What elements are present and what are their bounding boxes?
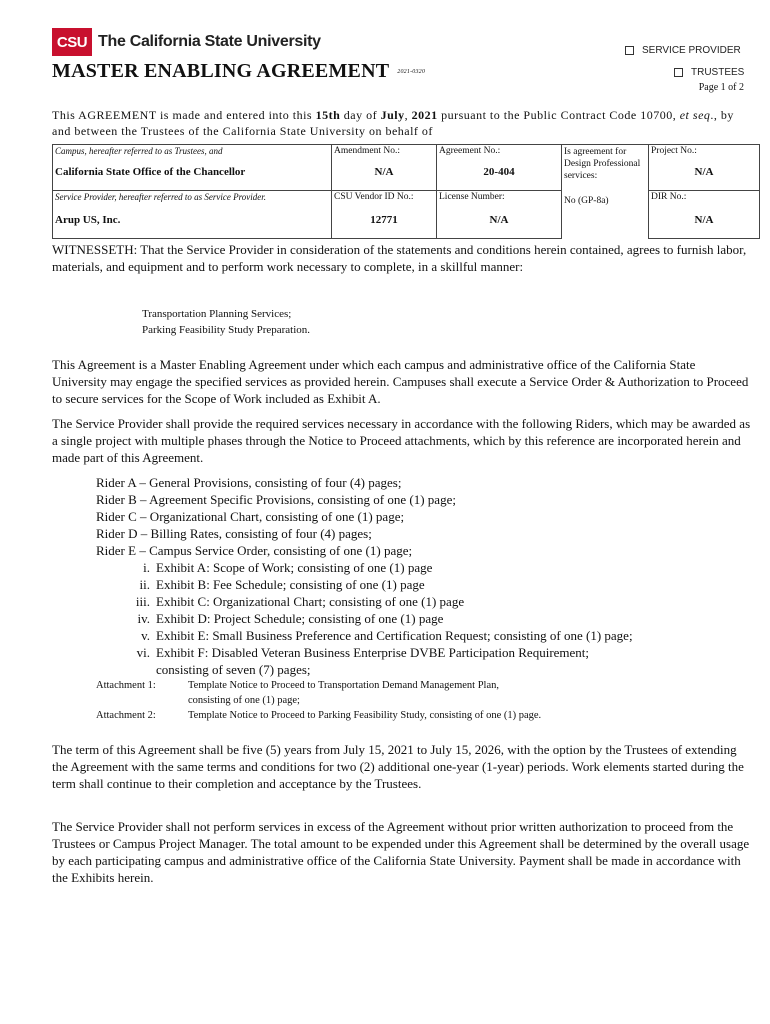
- exhibit-item: [96, 610, 633, 627]
- attachment-text: Template Notice to Proceed to Transportation Demand Management Plan,: [188, 680, 499, 691]
- attachment-item: [96, 678, 766, 693]
- exhibit-text: Exhibit B: Fee Schedule; consisting of one (1) page: [156, 577, 425, 592]
- rider-item: Rider E – Campus Service Order, consisting of one (1) page;: [96, 543, 413, 558]
- attachment-number: Attachment 2:: [96, 710, 156, 721]
- exhibit-text: consisting of seven (7) pages;: [156, 662, 311, 677]
- amendment-cell: [332, 145, 437, 191]
- exhibits-list: [96, 559, 633, 678]
- dir-value: N/A: [694, 214, 714, 226]
- exhibit-item: [96, 627, 633, 644]
- rider-item: Rider B – Agreement Specific Provisions, consisting of one (1) page;: [96, 492, 456, 507]
- csu-logo-mark: CSU: [52, 28, 92, 56]
- riders-list: [96, 474, 456, 559]
- provider-label: Service Provider, hereafter referred to as Service Provider.: [55, 192, 267, 202]
- page-title: [52, 60, 425, 83]
- exhibit-number: v.: [141, 628, 150, 643]
- attachment-text: Template Notice to Proceed to Parking Feasibility Study, consisting of one (1) page.: [188, 710, 542, 721]
- exhibit-item: [96, 559, 633, 576]
- trustees-checkbox[interactable]: [674, 68, 683, 77]
- csu-logo-text: The California State University: [98, 33, 321, 50]
- project-label: Project No.:: [651, 146, 697, 156]
- exhibit-number: ii.: [139, 577, 150, 592]
- intro-text-5: ., by and between the Trustees of the California State University on behalf of: [52, 108, 734, 138]
- agreement-label: Agreement No.:: [439, 146, 501, 156]
- design-label: Is agreement for Design Professional services:: [564, 147, 641, 181]
- exhibit-text: Exhibit E: Small Business Preference and Certification Request; consisting of one (1) page;: [156, 628, 633, 643]
- agreement-value: 20-404: [483, 166, 515, 178]
- attachment-text: consisting of one (1) page;: [188, 695, 300, 706]
- agreement-cell: [437, 145, 562, 191]
- dir-cell: [649, 191, 760, 239]
- agreement-info-table: [52, 144, 760, 239]
- service-item: Transportation Planning Services;: [142, 308, 292, 320]
- title-text: MASTER ENABLING AGREEMENT: [52, 60, 390, 82]
- intro-year: 2021: [411, 108, 438, 122]
- amendment-label: Amendment No.:: [334, 146, 400, 156]
- exhibit-number: vi.: [136, 645, 150, 660]
- payment-paragraph: The Service Provider shall not perform services in excess of the Agreement without prior written authorization to proceed from the Trustees or Campus Project Manager. The total amount to be expended under this Agreement shall be determined by the overall usage by each participating campus and administrative office of the California State University. Payment shall be made in accordance with the Exhibits herein.: [52, 819, 750, 885]
- design-cell: [562, 145, 649, 239]
- exhibit-number: i.: [143, 560, 150, 575]
- license-cell: [437, 191, 562, 239]
- exhibit-text: Exhibit F: Disabled Veteran Business Enterprise DVBE Participation Requirement;: [156, 645, 590, 660]
- attachment-item-continued: [96, 693, 766, 708]
- attachments-list: [96, 678, 766, 723]
- page-number: Page 1 of 2: [698, 82, 744, 93]
- intro-etseq: et seq: [679, 108, 711, 122]
- exhibit-text: Exhibit C: Organizational Chart; consisting of one (1) page: [156, 594, 465, 609]
- attachment-item: [96, 708, 766, 723]
- design-value: No (GP-8a): [564, 196, 609, 206]
- riders-intro-paragraph: The Service Provider shall provide the required services necessary in accordance with the following Riders, which may be awarded as a single project with multiple phases through the Notice to Proceed attachments, which by this reference are incorporated herein and made part of this Agreement.: [52, 416, 751, 465]
- trustees-label: TRUSTEES: [691, 67, 745, 78]
- vendor-cell: [332, 191, 437, 239]
- exhibit-number-blank: [96, 661, 156, 678]
- intro-text-1: This AGREEMENT is made and entered into this: [52, 108, 316, 122]
- rider-item: Rider C – Organizational Chart, consisting of one (1) page;: [96, 509, 405, 524]
- attachment-number-blank: [96, 693, 188, 708]
- trustees-checkbox-row[interactable]: [674, 67, 744, 78]
- project-cell: [649, 145, 760, 191]
- intro-text-3: ,: [404, 108, 412, 122]
- provider-cell: [53, 191, 332, 239]
- intro-day: 15th: [315, 108, 341, 122]
- doc-code: 2021-0320: [397, 69, 426, 76]
- exhibit-item: [96, 593, 633, 610]
- exhibit-number: iii.: [135, 594, 150, 609]
- campus-label: Campus, hereafter referred to as Trustees, and: [55, 146, 223, 156]
- services-list: [142, 306, 310, 338]
- exhibit-number: iv.: [137, 611, 150, 626]
- service-provider-label: SERVICE PROVIDER: [642, 45, 741, 56]
- rider-item: Rider D – Billing Rates, consisting of four (4) pages;: [96, 526, 372, 541]
- intro-text-4: pursuant to the Public Contract Code 10700,: [437, 108, 680, 122]
- csu-logo: [52, 28, 321, 56]
- campus-cell: [53, 145, 332, 191]
- vendor-value: 12771: [370, 214, 398, 226]
- rider-item: Rider A – General Provisions, consisting of four (4) pages;: [96, 475, 402, 490]
- service-provider-checkbox[interactable]: [625, 46, 634, 55]
- service-item: Parking Feasibility Study Preparation.: [142, 324, 311, 336]
- provider-value: Arup US, Inc.: [55, 214, 121, 226]
- term-paragraph: The term of this Agreement shall be five (5) years from July 15, 2021 to July 15, 2026, with the option by the Trustees of extending the Agreement with the same terms and conditions for two (2) additional one-year (1-year) periods. Work elements started during the term shall continue to their completion and acceptance by the Trustees.: [52, 742, 744, 791]
- amendment-value: N/A: [374, 166, 394, 178]
- master-agreement-paragraph: This Agreement is a Master Enabling Agreement under which each campus and administrative office of the California State University may engage the specified services as provided herein. Campuses shall execute a Service Order & Authorization to Proceed to secure services for the Scope of Work included as Exhibit A.: [52, 357, 749, 406]
- dir-label: DIR No.:: [651, 192, 687, 202]
- campus-value: California State Office of the Chancellor: [55, 166, 246, 178]
- attachment-number: Attachment 1:: [96, 680, 156, 691]
- project-value: N/A: [694, 166, 714, 178]
- vendor-label: CSU Vendor ID No.:: [334, 192, 414, 202]
- license-label: License Number:: [439, 192, 505, 202]
- intro-month: July: [380, 108, 405, 122]
- service-provider-checkbox-row[interactable]: [625, 45, 741, 56]
- license-value: N/A: [489, 214, 509, 226]
- exhibit-item: [96, 576, 633, 593]
- exhibit-text: Exhibit A: Scope of Work; consisting of one (1) page: [156, 560, 433, 575]
- exhibit-text: Exhibit D: Project Schedule; consisting of one (1) page: [156, 611, 444, 626]
- exhibit-item-continued: [96, 661, 633, 678]
- intro-text-2: day of: [340, 108, 381, 122]
- intro-paragraph: [52, 107, 752, 139]
- exhibit-item: [96, 644, 633, 661]
- witnesseth-paragraph: WITNESSETH: That the Service Provider in consideration of the statements and conditions herein contained, agrees to furnish labor, materials, and equipment and to perform work necessary to complete, in a skillful manner:: [52, 242, 747, 274]
